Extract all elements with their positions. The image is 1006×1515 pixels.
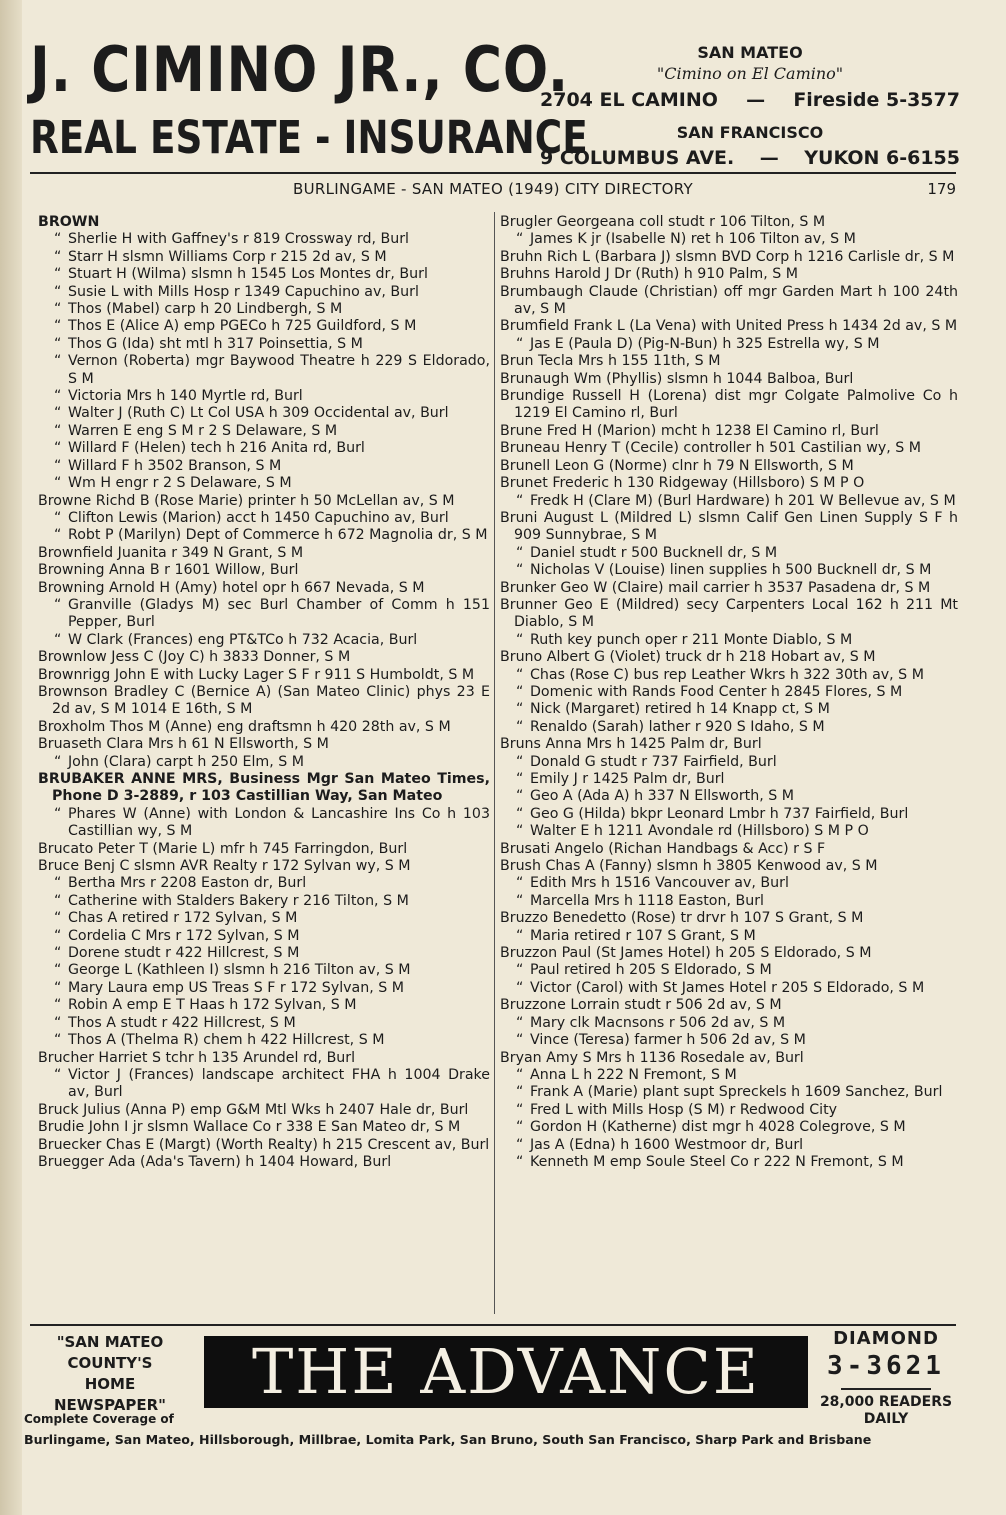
directory-entry: “ Maria retired r 107 S Grant, S M (500, 928, 958, 945)
directory-entry: Brunaugh Wm (Phyllis) slsmn h 1044 Balboa, Burl (500, 370, 854, 387)
directory-entry: “ Thos E (Alice A) emp PGECo h 725 Guildford, S M (38, 318, 490, 335)
directory-entry: “ Catherine with Stalders Bakery r 216 Tilton, S M (38, 893, 490, 910)
directory-entry: “ Thos (Mabel) carp h 20 Lindbergh, S M (38, 301, 490, 318)
directory-entry: “ Cordelia C Mrs r 172 Sylvan, S M (38, 928, 490, 945)
directory-entry: Bruzzone Lorrain studt r 506 2d av, S M (500, 997, 782, 1014)
directory-entry: Brush Chas A (Fanny) slsmn h 3805 Kenwood av, S M (500, 858, 878, 875)
directory-entry: “ Fred L with Mills Hosp (S M) r Redwood City (500, 1102, 958, 1119)
directory-entry: “ Robin A emp E T Haas h 172 Sylvan, S M (38, 997, 490, 1014)
directory-entry: “ Clifton Lewis (Marion) acct h 1450 Capuchino av, Burl (38, 510, 490, 527)
directory-entry: Brucato Peter T (Marie L) mfr h 745 Farringdon, Burl (38, 840, 408, 857)
footer-contact (806, 1328, 966, 1428)
readers-frequency: DAILY (863, 1411, 909, 1427)
directory-entry: “ Granville (Gladys M) sec Burl Chamber of Comm h 151 Pepper, Burl (38, 597, 490, 632)
directory-entry: Bryan Amy S Mrs h 1136 Rosedale av, Burl (500, 1049, 804, 1066)
tagline-line: NEWSPAPER" (54, 1396, 166, 1414)
directory-entry: Bruhns Harold J Dr (Ruth) h 910 Palm, S M (500, 266, 799, 283)
directory-entry: “ Mary Laura emp US Treas S F r 172 Sylvan, S M (38, 980, 490, 997)
directory-entry: “ John (Clara) carpt h 250 Elm, S M (38, 754, 490, 771)
directory-entry: “ Thos G (Ida) sht mtl h 317 Poinsettia, S M (38, 336, 490, 353)
directory-entry: Brusati Angelo (Richan Handbags & Acc) r S F (500, 840, 826, 857)
directory-entry: “ Victor J (Frances) landscape architect FHA h 1004 Drake av, Burl (38, 1067, 490, 1102)
readers-count: 28,000 READERS (819, 1394, 953, 1410)
directory-entry: Brunker Geo W (Claire) mail carrier h 3537 Pasadena dr, S M (500, 579, 931, 596)
directory-entry: “ Stuart H (Wilma) slsmn h 1545 Los Montes dr, Burl (38, 266, 490, 283)
directory-entry: Brun Tecla Mrs h 155 11th, S M (500, 353, 721, 370)
directory-entry: “ Robt P (Marilyn) Dept of Commerce h 672 Magnolia dr, S M (38, 527, 490, 544)
directory-entry: Brownfield Juanita r 349 N Grant, S M (38, 544, 304, 561)
right-column (500, 214, 958, 1171)
directory-entry: Bruneau Henry T (Cecile) controller h 501 Castilian wy, S M (500, 440, 922, 457)
directory-entry: “ Vernon (Roberta) mgr Baywood Theatre h 229 S Eldorado, S M (38, 353, 490, 388)
directory-entry: “ Edith Mrs h 1516 Vancouver av, Burl (500, 875, 958, 892)
directory-entry: Brumbaugh Claude (Christian) off mgr Garden Mart h 100 24th av, S M (500, 283, 958, 318)
directory-entry: Brune Fred H (Marion) mcht h 1238 El Camino rl, Burl (500, 422, 879, 439)
directory-entry: Bruce Benj C slsmn AVR Realty r 172 Sylvan wy, S M (38, 858, 411, 875)
directory-entry: “ Willard F (Helen) tech h 216 Anita rd, Burl (38, 440, 490, 457)
directory-entry: “ Thos A studt r 422 Hillcrest, S M (38, 1015, 490, 1032)
directory-entry: “ Bertha Mrs r 2208 Easton dr, Burl (38, 875, 490, 892)
directory-entry: “ Kenneth M emp Soule Steel Co r 222 N Fremont, S M (500, 1154, 958, 1171)
directory-entry: “ Walter E h 1211 Avondale rd (Hillsboro) S M P O (500, 823, 958, 840)
directory-entry: “ Ruth key punch oper r 211 Monte Diablo, S M (500, 632, 958, 649)
tagline-line: HOME (84, 1375, 136, 1393)
directory-entry: “ Mary clk Macnsons r 506 2d av, S M (500, 1015, 958, 1032)
directory-entry: “ George L (Kathleen I) slsmn h 216 Tilton av, S M (38, 962, 490, 979)
directory-entry: Browning Arnold H (Amy) hotel opr h 667 Nevada, S M (38, 579, 425, 596)
directory-entry: Browning Anna B r 1601 Willow, Burl (38, 562, 299, 579)
directory-entry: “ Donald G studt r 737 Fairfield, Burl (500, 754, 958, 771)
directory-entry: “ Walter J (Ruth C) Lt Col USA h 309 Occidental av, Burl (38, 405, 490, 422)
sf-address: 9 COLUMBUS AVE. (540, 147, 735, 169)
directory-entry: “ Warren E eng S M r 2 S Delaware, S M (38, 423, 490, 440)
sf-phone: YUKON 6-6155 (804, 147, 960, 169)
directory-entry: Brunell Leon G (Norme) clnr h 79 N Ellsworth, S M (500, 457, 854, 474)
directory-entry: “ Marcella Mrs h 1118 Easton, Burl (500, 893, 958, 910)
san-mateo-phone: Fireside 5-3577 (793, 89, 960, 111)
directory-entry: Brugler Georgeana coll studt r 106 Tilton, S M (500, 214, 826, 230)
directory-entry: BRUBAKER ANNE MRS, Business Mgr San Mateo Times, Phone D 3-2889, r 103 Castillian Way, San Mateo (38, 771, 490, 805)
coverage-areas: Burlingame, San Mateo, Hillsborough, Millbrae, Lomita Park, San Bruno, South San Francisco, Sharp Park and Brisbane (24, 1432, 872, 1447)
sf-address-line (540, 146, 960, 170)
newspaper-logo: THE ADVANCE (204, 1336, 808, 1408)
dash: — (759, 147, 779, 169)
directory-entry: Brownson Bradley C (Bernice A) (San Mateo Clinic) phys 23 E 2d av, S M 1014 E 16th, S M (38, 683, 490, 718)
directory-entry: “ Chas (Rose C) bus rep Leather Wkrs h 322 30th av, S M (500, 667, 958, 684)
coverage-label: Complete Coverage of (24, 1412, 174, 1426)
san-mateo-address-line (540, 88, 960, 112)
header-ad-right (540, 44, 960, 170)
directory-entry: Bruaseth Clara Mrs h 61 N Ellsworth, S M (38, 736, 329, 753)
directory-entry: Bruecker Chas E (Margt) (Worth Realty) h 215 Crescent av, Burl (38, 1136, 490, 1153)
column-divider (494, 212, 495, 1314)
directory-entry: “ Frank A (Marie) plant supt Spreckels h 1609 Sanchez, Burl (500, 1084, 958, 1101)
directory-entry: “ Renaldo (Sarah) lather r 920 S Idaho, S M (500, 719, 958, 736)
directory-entry: “ Thos A (Thelma R) chem h 422 Hillcrest, S M (38, 1032, 490, 1049)
directory-entry: “ Gordon H (Katherne) dist mgr h 4028 Colegrove, S M (500, 1119, 958, 1136)
directory-entry: Brundige Russell H (Lorena) dist mgr Colgate Palmolive Co h 1219 El Camino rl, Burl (500, 388, 958, 422)
directory-entry: “ Emily J r 1425 Palm dr, Burl (500, 771, 958, 788)
directory-entry: “ Victor (Carol) with St James Hotel r 205 S Eldorado, S M (500, 980, 958, 997)
directory-entry: “ Victoria Mrs h 140 Myrtle rd, Burl (38, 388, 490, 405)
directory-entry: “ Jas E (Paula D) (Pig-N-Bun) h 325 Estrella wy, S M (500, 336, 958, 353)
directory-entry: “ Wm H engr r 2 S Delaware, S M (38, 475, 490, 492)
directory-entry: “ Starr H slsmn Williams Corp r 215 2d av, S M (38, 249, 490, 266)
phone-rule (841, 1388, 931, 1390)
page-number: 179 (927, 180, 956, 198)
footer-rule (30, 1324, 956, 1326)
sf-label: SAN FRANCISCO (676, 123, 824, 142)
directory-entry: “ Sherlie H with Gaffney's r 819 Crossway rd, Burl (38, 231, 490, 248)
left-column (38, 214, 490, 1171)
dash: — (746, 89, 766, 111)
directory-entry: Bruzzon Paul (St James Hotel) h 205 S Eldorado, S M (500, 945, 872, 962)
header-ad-left (30, 33, 588, 164)
directory-entry: Brunet Frederic h 130 Ridgeway (Hillsboro) S M P O (500, 475, 865, 492)
directory-entry: Brownrigg John E with Lucky Lager S F r 911 S Humboldt, S M (38, 666, 475, 683)
footer-tagline (30, 1332, 190, 1416)
directory-entry: Bruni August L (Mildred L) slsmn Calif Gen Linen Supply S F h 909 Sunnybrae, S M (500, 509, 958, 544)
directory-entry: “ Dorene studt r 422 Hillcrest, S M (38, 945, 490, 962)
directory-entry: “ Willard F h 3502 Branson, S M (38, 458, 490, 475)
directory-entry: Brumfield Frank L (La Vena) with United Press h 1434 2d av, S M (500, 318, 958, 335)
directory-entry: “ W Clark (Frances) eng PT&TCo h 732 Acacia, Burl (38, 632, 490, 649)
directory-entry: “ Vince (Teresa) farmer h 506 2d av, S M (500, 1032, 958, 1049)
slogan: "Cimino on El Camino" (656, 64, 844, 83)
directory-entry: Bruhn Rich L (Barbara J) slsmn BVD Corp h 1216 Carlisle dr, S M (500, 248, 955, 265)
page-gutter (0, 0, 22, 1515)
directory-entry: “ Chas A retired r 172 Sylvan, S M (38, 910, 490, 927)
directory-entry: BROWN (38, 214, 100, 230)
directory-entry: “ Jas A (Edna) h 1600 Westmoor dr, Burl (500, 1137, 958, 1154)
directory-entry: “ James K jr (Isabelle N) ret h 106 Tilton av, S M (500, 231, 958, 248)
directory-entry: “ Nicholas V (Louise) linen supplies h 500 Bucknell dr, S M (500, 562, 958, 579)
header-rule (30, 172, 956, 174)
phone-number: 3-3621 (827, 1351, 945, 1381)
directory-entry: Browne Richd B (Rose Marie) printer h 50 McLellan av, S M (38, 492, 455, 509)
directory-entry: “ Phares W (Anne) with London & Lancashire Ins Co h 103 Castillian wy, S M (38, 806, 490, 841)
phone-exchange: DIAMOND (833, 1328, 939, 1349)
directory-entry: “ Paul retired h 205 S Eldorado, S M (500, 962, 958, 979)
san-mateo-address: 2704 EL CAMINO (540, 89, 718, 111)
directory-entry: “ Domenic with Rands Food Center h 2845 Flores, S M (500, 684, 958, 701)
directory-entry: “ Anna L h 222 N Fremont, S M (500, 1067, 958, 1084)
directory-entry: Bruzzo Benedetto (Rose) tr drvr h 107 S Grant, S M (500, 910, 864, 927)
directory-entry: “ Nick (Margaret) retired h 14 Knapp ct, S M (500, 701, 958, 718)
directory-title: BURLINGAME - SAN MATEO (1949) CITY DIRECTORY (292, 180, 694, 198)
directory-entry: Bruns Anna Mrs h 1425 Palm dr, Burl (500, 736, 762, 753)
directory-entry: Brunner Geo E (Mildred) secy Carpenters Local 162 h 211 Mt Diablo, S M (500, 596, 958, 631)
san-mateo-label: SAN MATEO (697, 43, 803, 62)
directory-entry: Brownlow Jess C (Joy C) h 3833 Donner, S M (38, 649, 351, 666)
directory-entry: “ Susie L with Mills Hosp r 1349 Capuchino av, Burl (38, 284, 490, 301)
directory-entry: Brucher Harriet S tchr h 135 Arundel rd, Burl (38, 1049, 356, 1066)
directory-entry: “ Geo A (Ada A) h 337 N Ellsworth, S M (500, 788, 958, 805)
directory-entry: Brudie John I jr slsmn Wallace Co r 338 E San Mateo dr, S M (38, 1119, 461, 1136)
directory-entry: Bruck Julius (Anna P) emp G&M Mtl Wks h 2407 Hale dr, Burl (38, 1101, 469, 1118)
directory-entry: Broxholm Thos M (Anne) eng draftsmn h 420 28th av, S M (38, 718, 451, 735)
directory-entry: “ Daniel studt r 500 Bucknell dr, S M (500, 545, 958, 562)
directory-entry: “ Fredk H (Clare M) (Burl Hardware) h 201 W Bellevue av, S M (500, 493, 958, 510)
tagline-line: COUNTY'S (67, 1354, 153, 1372)
directory-entry: Bruno Albert G (Violet) truck dr h 218 Hobart av, S M (500, 649, 876, 666)
tagline-line: "SAN MATEO (56, 1333, 164, 1351)
company-name: J. CIMINO JR., CO. (30, 33, 570, 106)
directory-entry: “ Geo G (Hilda) bkpr Leonard Lmbr h 737 Fairfield, Burl (500, 806, 958, 823)
company-services: REAL ESTATE - INSURANCE (30, 111, 588, 164)
directory-entry: Bruegger Ada (Ada's Tavern) h 1404 Howard, Burl (38, 1153, 392, 1170)
